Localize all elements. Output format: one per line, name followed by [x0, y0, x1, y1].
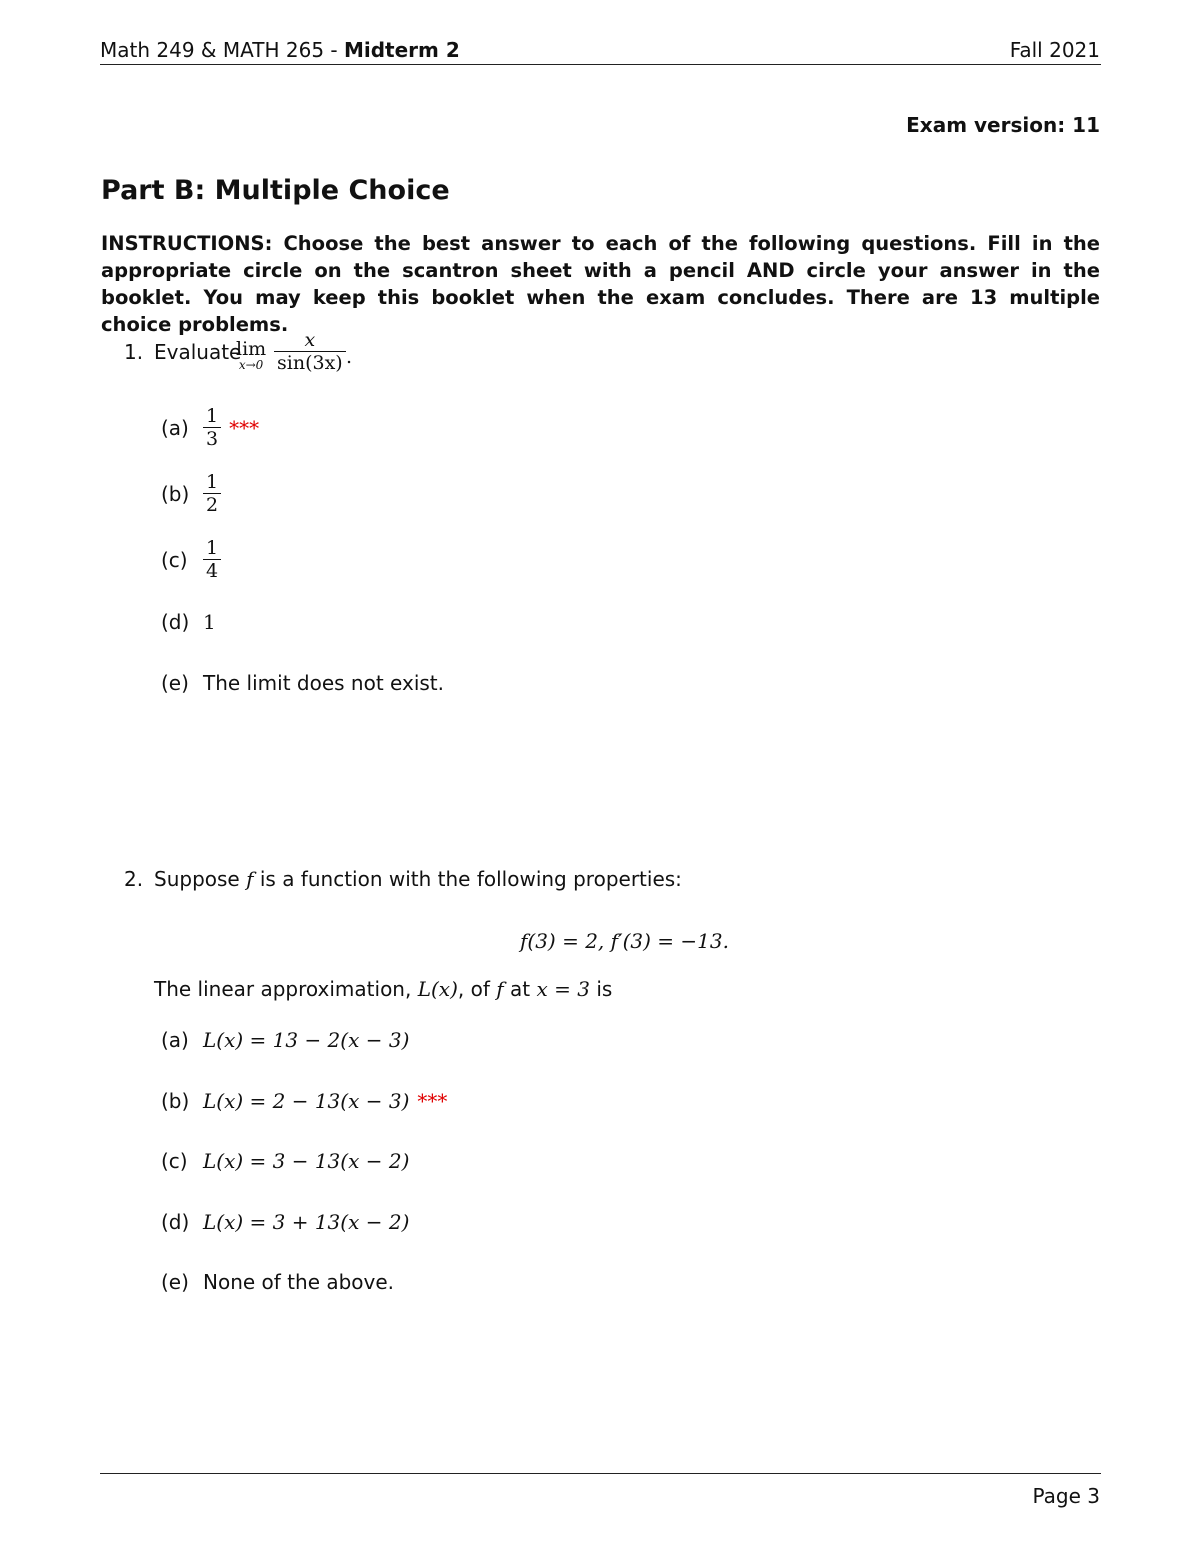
q2-choice-b[interactable] [161, 1089, 447, 1113]
choice-text: The limit does not exist. [203, 671, 444, 695]
q2-choice-e[interactable] [161, 1270, 394, 1294]
question-1-number: 1. [124, 340, 144, 364]
fraction-numerator: 1 [206, 471, 219, 493]
choice-label: (c) [161, 547, 188, 572]
prompt-math: L(x) [417, 977, 458, 1001]
fraction-denominator: 4 [203, 559, 221, 582]
limit-fraction [274, 329, 346, 374]
q1-choice-a[interactable] [161, 405, 259, 450]
prompt-text: , of [457, 977, 490, 1001]
q1-choice-e[interactable] [161, 671, 444, 695]
choice-label: (e) [161, 1270, 189, 1294]
choice-label: (b) [161, 1089, 190, 1113]
choice-label: (c) [161, 1149, 188, 1173]
choice-label: (b) [161, 481, 190, 506]
prompt-math: x = 3 [536, 977, 590, 1001]
q1-choice-c[interactable] [161, 537, 221, 582]
course-title: Math 249 & MATH 265 - [100, 38, 344, 62]
choice-label: (d) [161, 1210, 190, 1234]
question-2-prompt [154, 867, 682, 891]
prompt-text: is a function with the following properties: [259, 867, 682, 891]
lim-subscript: x→0 [238, 358, 264, 372]
choice-label: (a) [161, 1028, 189, 1052]
header-rule [100, 64, 1101, 65]
choice-text: L(x) = 3 − 13(x − 2) [203, 1149, 410, 1173]
q1-choice-d[interactable] [161, 610, 216, 634]
fraction-numerator: 1 [206, 405, 219, 427]
prompt-text: is [596, 977, 613, 1001]
fraction-numerator: 1 [206, 537, 219, 559]
choice-fraction [203, 537, 221, 582]
fraction-denominator: 3 [203, 427, 221, 450]
prompt-text: Suppose [154, 867, 240, 891]
footer-rule [100, 1473, 1101, 1474]
q2-choice-d[interactable] [161, 1210, 409, 1234]
fraction-denominator: 2 [203, 493, 221, 516]
exam-title: Midterm 2 [343, 38, 460, 62]
question-1-prompt: Evaluate [154, 340, 242, 364]
fraction-denominator: sin(3x) [274, 351, 346, 374]
q2-choice-a[interactable] [161, 1028, 409, 1052]
q1-choice-b[interactable] [161, 471, 221, 516]
prompt-text: The linear approximation, [154, 977, 412, 1001]
exam-version: Exam version: 11 [906, 113, 1100, 137]
choice-text: L(x) = 2 − 13(x − 3) [203, 1089, 410, 1113]
choice-text: None of the above. [203, 1270, 395, 1294]
prompt-math: f [496, 977, 504, 1001]
choice-fraction [203, 405, 221, 450]
q2-choice-c[interactable] [161, 1149, 409, 1173]
choice-label: (e) [161, 671, 189, 695]
course-header [100, 38, 460, 62]
choice-text: L(x) = 13 − 2(x − 3) [203, 1028, 410, 1052]
prompt-function: f [246, 867, 254, 891]
question-2-number: 2. [124, 867, 144, 891]
part-title: Part B: Multiple Choice [101, 175, 450, 206]
choice-label: (a) [161, 415, 189, 440]
choice-text: 1 [203, 610, 216, 634]
term-label: Fall 2021 [1009, 38, 1100, 62]
instructions: INSTRUCTIONS: Choose the best answer to each of the following questions. Fill in the appropriate circle on the scantron sheet with a pencil AND circle your answer in the booklet. You may keep this booklet when the exam concludes. There are 13 multiple choice problems. [101, 232, 1100, 336]
choice-fraction [203, 471, 221, 516]
correct-answer-marker: *** [417, 1089, 448, 1113]
limit-operator [236, 338, 266, 372]
choice-label: (d) [161, 610, 190, 634]
fraction-numerator: x [304, 329, 316, 351]
correct-answer-marker: *** [229, 415, 260, 440]
lim-word: lim [236, 338, 267, 360]
prompt-text: at [510, 977, 531, 1001]
given-values: f(3) = 2, f′(3) = −13. [520, 929, 729, 953]
question-2-linear-prompt [154, 977, 612, 1001]
choice-text: L(x) = 3 + 13(x − 2) [203, 1210, 410, 1234]
page-number: Page 3 [1032, 1484, 1100, 1508]
question-1-end: . [346, 346, 353, 368]
